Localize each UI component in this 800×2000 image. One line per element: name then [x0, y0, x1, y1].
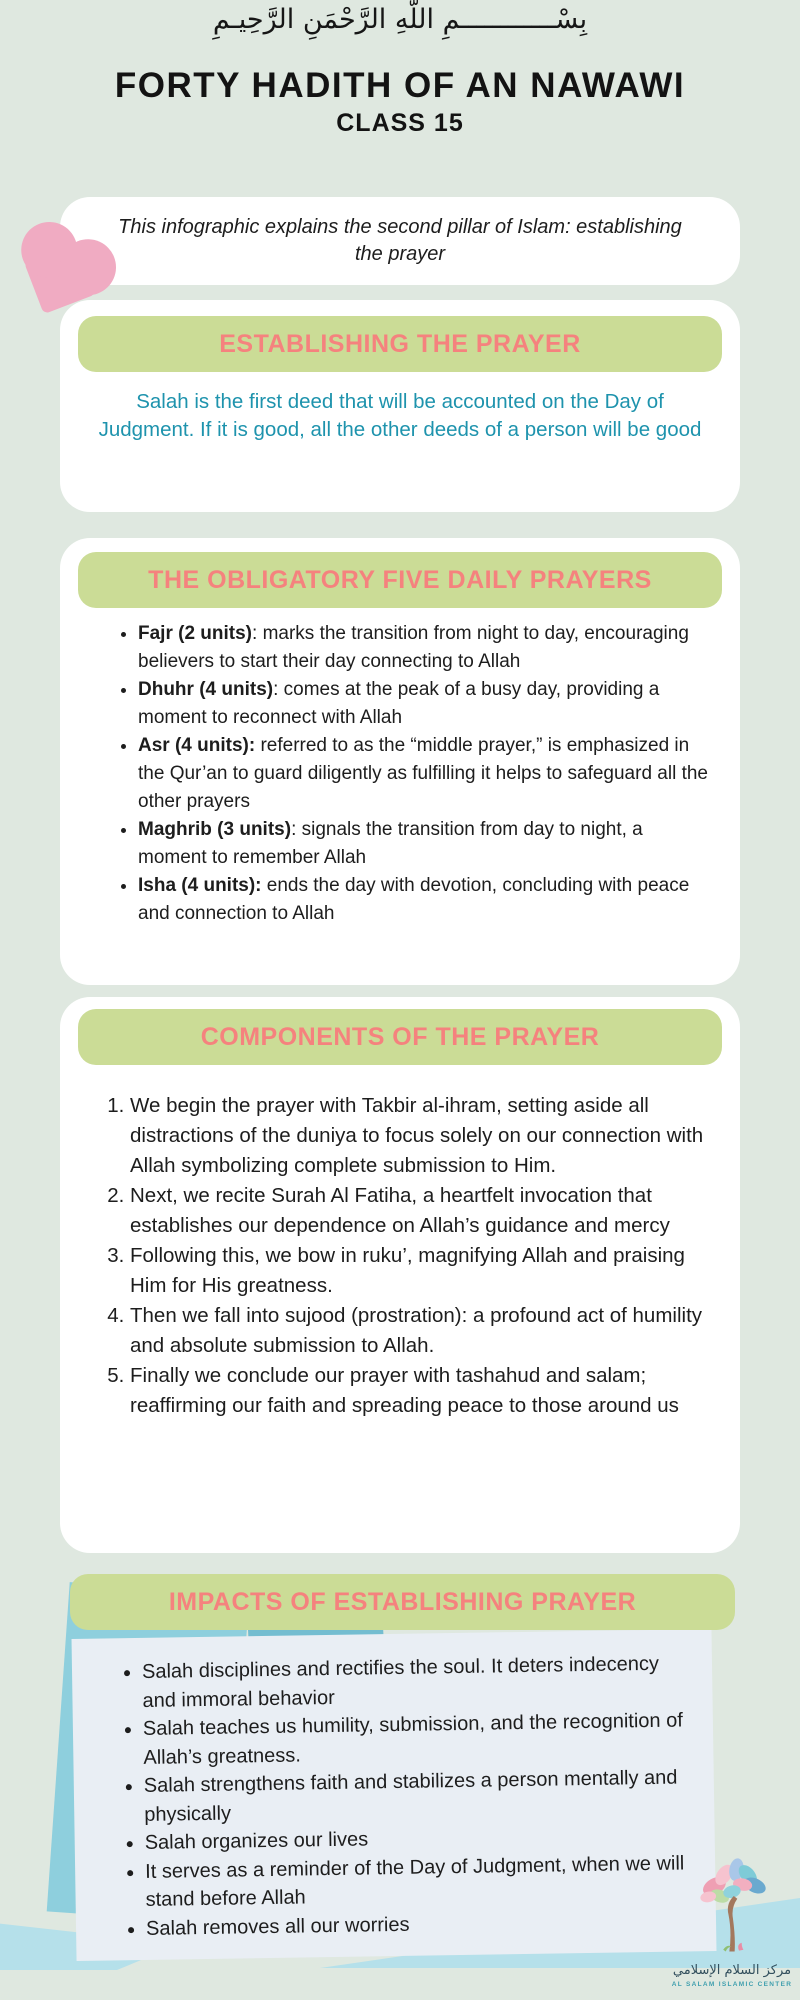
impact-list: [116, 1649, 692, 1943]
component-list: [78, 1091, 722, 1421]
component-list-item: 5. Finally we conclude our prayer with tashahud and salam; reaffirming our faith and spreading peace to those around us: [130, 1361, 722, 1421]
prayer-name: Fajr (2 units): [138, 623, 253, 644]
logo-arabic-text: مركز السلام الإسلامي: [672, 1963, 792, 1978]
impacts-paper: [72, 1629, 717, 1961]
logo-english-text: AL SALAM ISLAMIC CENTER: [671, 1981, 793, 1988]
obligatory-header: THE OBLIGATORY FIVE DAILY PRAYERS: [78, 552, 722, 608]
prayer-description: : marks the transition from night to day, encouraging believers to start their day connecting to Allah: [138, 623, 689, 672]
prayer-name: Isha (4 units):: [138, 875, 262, 896]
component-list-item: 4. Then we fall into sujood (prostration): a profound act of humility and absolute submission to Allah.: [130, 1301, 722, 1361]
establishing-prayer-card: [60, 300, 740, 512]
impacts-section: [0, 1560, 800, 2000]
tree-logo-icon: [688, 1858, 776, 1957]
intro-card: [60, 197, 740, 285]
prayer-list-item: [138, 620, 722, 676]
prayer-name: Maghrib (3 units): [138, 819, 292, 840]
impact-list-item: • Salah organizes our lives: [145, 1820, 691, 1857]
component-list-item: 2. Next, we recite Surah Al Fatiha, a heartfelt invocation that establishes our dependence on Allah’s guidance and mercy: [130, 1181, 722, 1241]
prayer-description: : signals the transition from day to night, a moment to remember Allah: [138, 819, 643, 868]
impact-list-item: • Salah strengthens faith and stabilizes a person mentally and physically: [144, 1763, 691, 1829]
intro-text: This infographic explains the second pillar of Islam: establishing the prayer: [118, 216, 682, 265]
prayer-list-item: [138, 676, 722, 732]
prayer-description: referred to as the “middle prayer,” is emphasized in the Qur’an to guard diligently as fulfilling it helps to safeguard all the other prayers: [138, 735, 708, 812]
prayer-description: : comes at the peak of a busy day, providing a moment to reconnect with Allah: [138, 679, 660, 728]
bismillah-calligraphy: بِسْــــــــــــمِ اللَّهِ الرَّحْمَنِ الرَّحِيـمِ: [212, 4, 588, 35]
class-subtitle: CLASS 15: [336, 109, 464, 137]
components-header: COMPONENTS OF THE PRAYER: [78, 1009, 722, 1065]
prayer-description: ends the day with devotion, concluding with peace and connection to Allah: [138, 875, 690, 924]
impact-list-item: • Salah teaches us humility, submission, and the recognition of Allah’s greatness.: [143, 1706, 690, 1772]
impact-list-item: • Salah disciplines and rectifies the soul. It deters indecency and immoral behavior: [142, 1649, 689, 1715]
establishing-header: ESTABLISHING THE PRAYER: [78, 316, 722, 372]
prayer-list: [78, 620, 722, 928]
impact-list-item: • Salah removes all our worries: [146, 1906, 692, 1943]
prayer-list-item: [138, 732, 722, 816]
page-title: FORTY HADITH OF AN NAWAWI: [114, 66, 686, 105]
center-logo: [670, 1858, 794, 1988]
prayer-name: Dhuhr (4 units): [138, 679, 274, 700]
components-card: [60, 997, 740, 1553]
impacts-header: IMPACTS OF ESTABLISHING PRAYER: [70, 1574, 735, 1630]
prayer-list-item: [138, 816, 722, 872]
prayer-list-item: [138, 872, 722, 928]
component-list-item: 3. Following this, we bow in ruku’, magnifying Allah and praising Him for His greatness.: [130, 1241, 722, 1301]
establishing-body: Salah is the first deed that will be accounted on the Day of Judgment. If it is good, all the other deeds of a person will be good: [98, 390, 702, 441]
obligatory-prayers-card: [60, 538, 740, 985]
prayer-name: Asr (4 units):: [138, 735, 256, 756]
component-list-item: 1. We begin the prayer with Takbir al-ihram, setting aside all distractions of the duniya to focus solely on our connection with Allah symbolizing complete submission to Him.: [130, 1091, 722, 1181]
impact-list-item: • It serves as a reminder of the Day of Judgment, when we will stand before Allah: [145, 1849, 692, 1915]
